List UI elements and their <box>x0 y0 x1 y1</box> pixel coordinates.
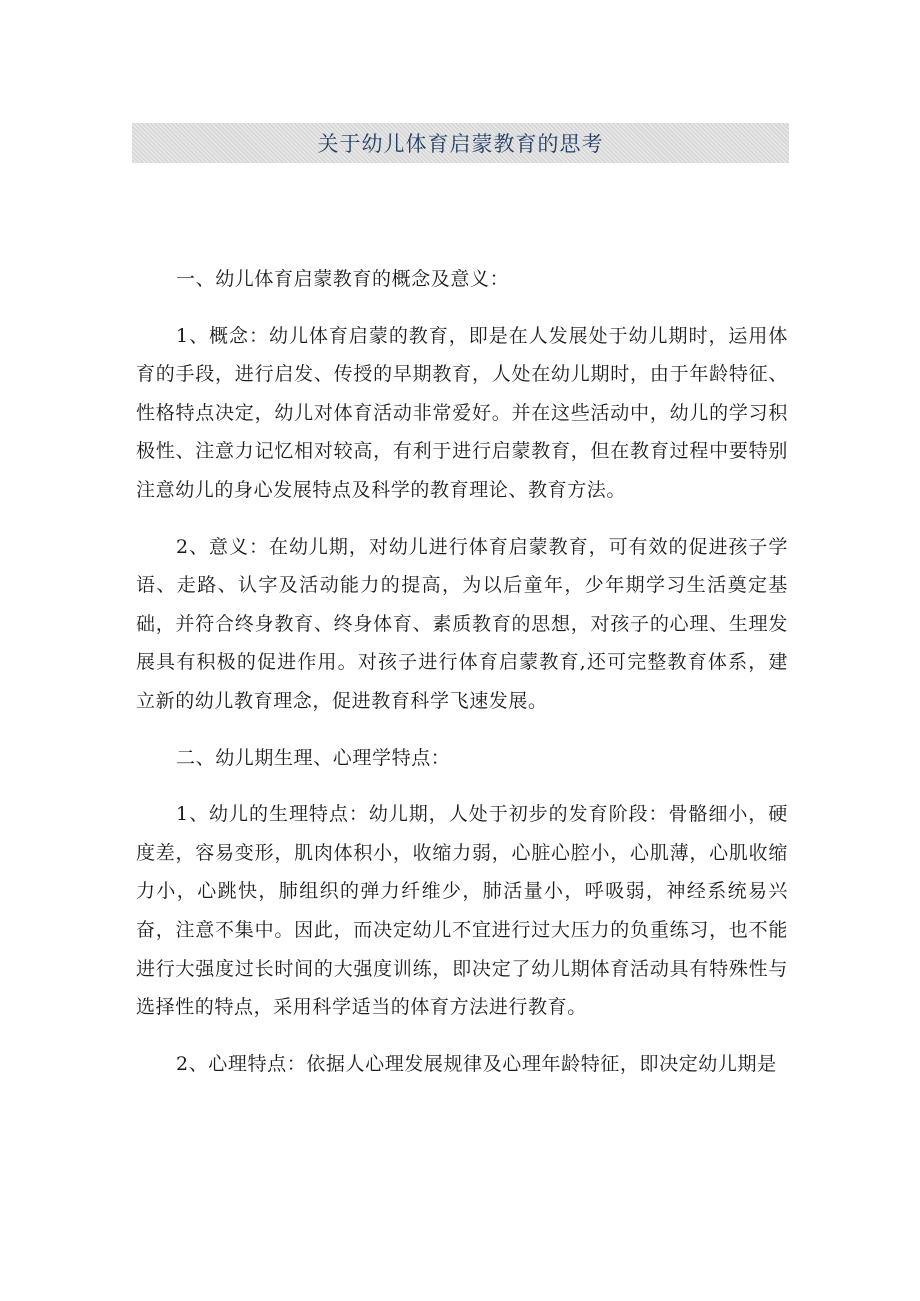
section-heading-2: 二、幼儿期生理、心理学特点： <box>176 746 451 769</box>
section-heading-1: 一、幼儿体育启蒙教育的概念及意义： <box>176 268 510 290</box>
paragraph-physiology: 1、幼儿的生理特点：幼儿期，人处于初步的发育阶段：骨骼细小，硬度差，容易变形，肌肉体积小，收缩力弱，心脏心腔小，心肌薄，心肌收缩力小，心跳快，肺组织的弹力纤维少，肺活量小，呼吸弱，神经系统易兴奋，注意不集中。因此，而决定幼儿不宜进行过大压力的负重练习，也不能进行大强度过长时间的大强度训练，即决定了幼儿期体育活动具有特殊性与选择性的特点，采用科学适当的体育方法进行教育。 <box>136 803 788 1019</box>
paragraph-concept: 1、概念：幼儿体育启蒙的教育，即是在人发展处于幼儿期时，运用体育的手段，进行启发、传授的早期教育，人处在幼儿期时，由于年龄特征、性格特点决定，幼儿对体育活动非常爱好。并在这些活动中，幼儿的学习积极性、注意力记忆相对较高，有利于进行启蒙教育，但在教育过程中要特别注意幼儿的身心发展特点及科学的教育理论、教育方法。 <box>136 324 788 501</box>
paragraph-significance: 2、意义：在幼儿期，对幼儿进行体育启蒙教育，可有效的促进孩子学语、走路、认字及活动能力的提高，为以后童年，少年期学习生活奠定基础，并符合终身教育、终身体育、素质教育的思想，对孩子的心理、生理发展具有积极的促进作用。对孩子进行体育启蒙教育,还可完整教育体系，建立新的幼儿教育理念，促进教育科学飞速发展。 <box>136 535 788 712</box>
title-banner <box>132 123 789 163</box>
paragraph-psychology: 2、心理特点：依据人心理发展规律及心理年龄特征，即决定幼儿期是 <box>176 1052 777 1075</box>
document-title: 关于幼儿体育启蒙教育的思考 <box>317 132 604 156</box>
document-body <box>136 260 788 1101</box>
